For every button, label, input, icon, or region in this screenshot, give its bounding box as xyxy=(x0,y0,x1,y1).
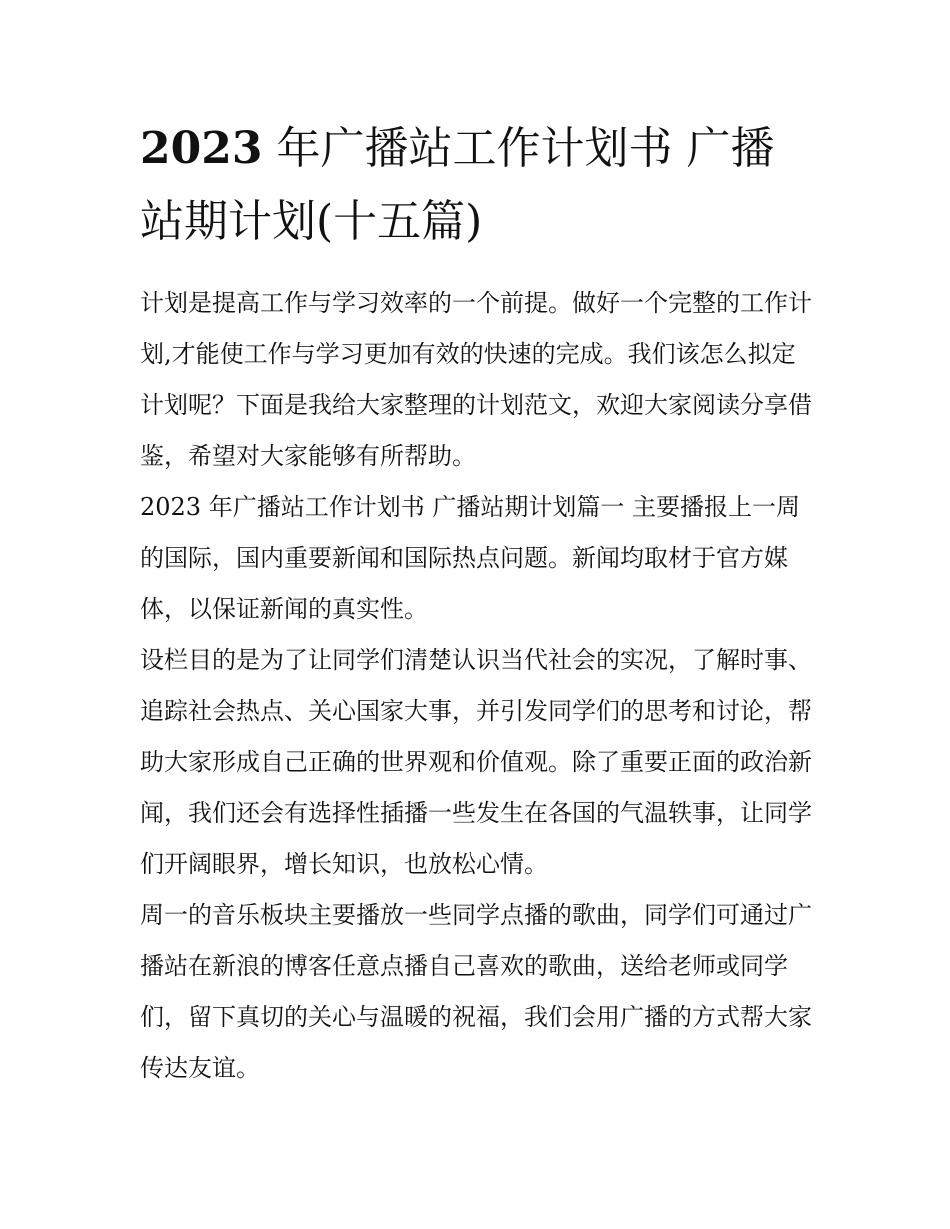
paragraph-2: 设栏目的是为了让同学们清楚认识当代社会的实况，了解时事、追踪社会热点、关心国家大事，并引发同学们的思考和讨论，帮助大家形成自己正确的世界观和价值观。除了重要正面的政治新闻，我们还会有选择性插播一些发生在各国的气温轶事，让同学们开阔眼界，增长知识，也放松心情。 xyxy=(140,646,812,878)
paragraph-intro: 计划是提高工作与学习效率的一个前提。做好一个完整的工作计划,才能使工作与学习更加有效的快速的完成。我们该怎么拟定计划呢？下面是我给大家整理的计划范文，欢迎大家阅读分享借鉴，希望对大家能够有所帮助。 xyxy=(140,289,812,470)
paragraph-1: 2023 年广播站工作计划书 广播站期计划篇一 主要播报上一周的国际，国内重要新闻和国际热点问题。新闻均取材于官方媒体，以保证新闻的真实性。 xyxy=(140,493,800,623)
paragraph-3: 周一的音乐板块主要播放一些同学点播的歌曲，同学们可通过广播站在新浪的博客任意点播自己喜欢的歌曲，送给老师或同学们，留下真切的关心与温暖的祝福，我们会用广播的方式帮大家传达友谊。 xyxy=(140,901,812,1082)
title-year: 2023 xyxy=(140,123,263,174)
title-text: 年广播站工作计划书 广播站期计划(十五篇) xyxy=(140,123,775,247)
document-body xyxy=(140,112,812,1094)
document-title xyxy=(140,112,812,258)
